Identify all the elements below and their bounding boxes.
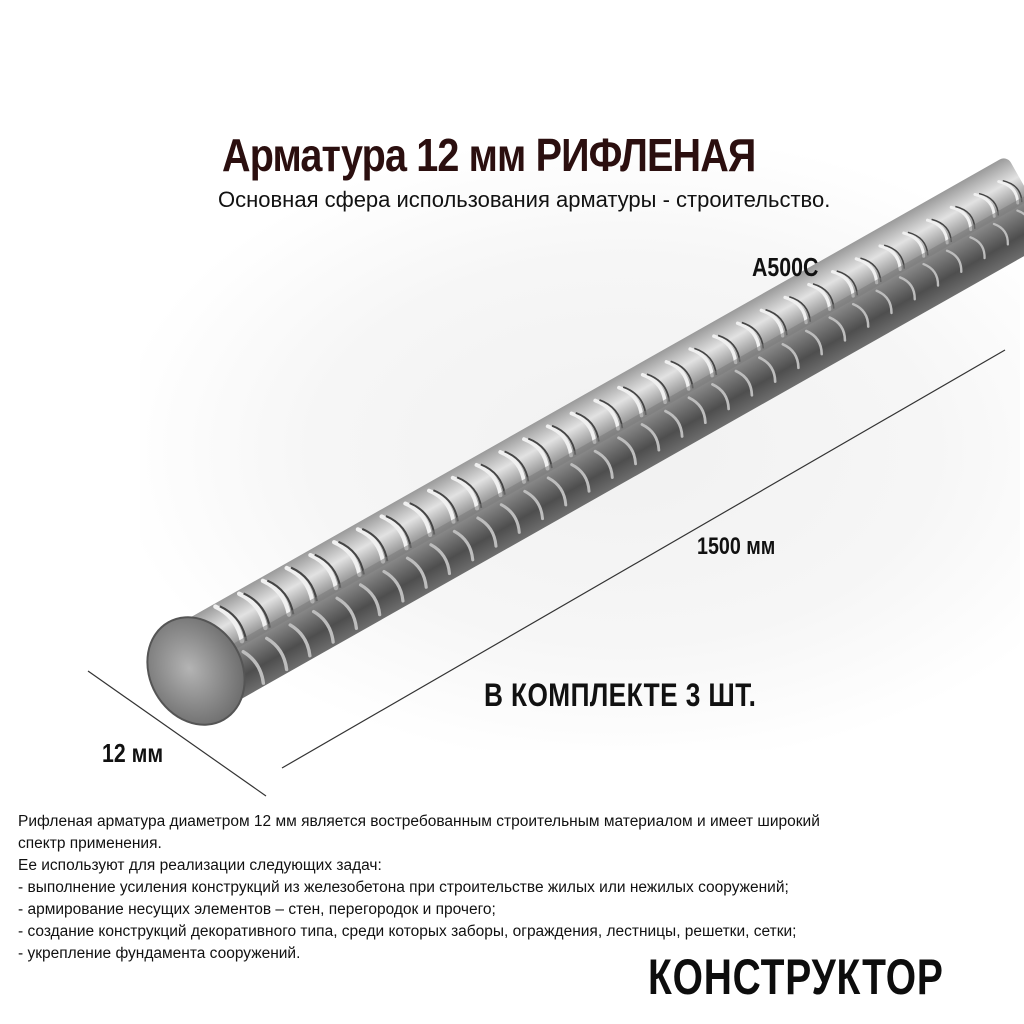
description-line: - создание конструкций декоративного типа, среди которых заборы, ограждения, лестницы, решетки, сетки;: [18, 923, 797, 940]
grade-label: А500С: [752, 252, 819, 282]
description-line: - выполнение усиления конструкций из железобетона при строительстве жилых или нежилых сооружений;: [18, 879, 789, 896]
description-line: - укрепление фундамента сооружений.: [18, 945, 301, 962]
diameter-label: 12 мм: [102, 738, 164, 768]
rebar-bar: [171, 155, 1024, 711]
page-title: Арматура 12 мм РИФЛЕНАЯ: [222, 129, 756, 181]
subtitle: Основная сфера использования арматуры - строительство.: [218, 187, 831, 212]
kit-quantity-label: В КОМПЛЕКТЕ 3 ШТ.: [484, 677, 757, 713]
description-line: Ее используют для реализации следующих задач:: [18, 857, 382, 874]
description-line: Рифленая арматура диаметром 12 мм является востребованным строительным материалом и имеет широкий: [18, 813, 820, 830]
description-text: [18, 811, 1008, 965]
description-line: спектр применения.: [18, 835, 162, 852]
brand-logo: КОНСТРУКТОР: [648, 949, 944, 1005]
length-label: 1500 мм: [697, 533, 776, 560]
description-line: - армирование несущих элементов – стен, перегородок и прочего;: [18, 901, 496, 918]
